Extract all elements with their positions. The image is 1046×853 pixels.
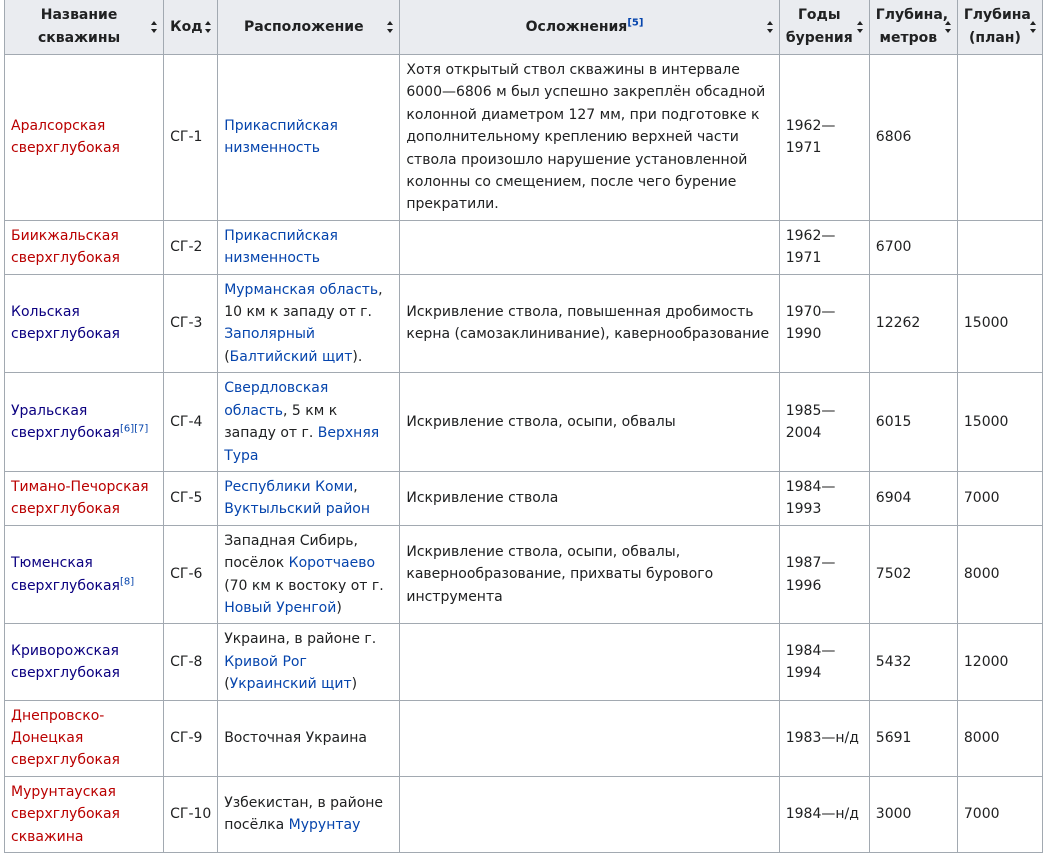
cell-complications: Искривление ствола, осыпи, обвалы, кавернообразование, прихваты бурового инструмента: [400, 525, 779, 624]
location-link[interactable]: Мурунтау: [288, 817, 361, 834]
location-text: (: [224, 348, 230, 365]
cell-depth: 7502: [869, 525, 957, 624]
table-row: [5, 55, 1043, 221]
sort-icon[interactable]: [387, 21, 394, 33]
well-name-link[interactable]: Тимано-Печорская сверхглубокая: [11, 478, 149, 518]
cell-name: [5, 471, 164, 525]
location-link[interactable]: Свердловская область: [224, 380, 329, 419]
cell-depth-plan: 7000: [957, 471, 1042, 525]
sort-icon[interactable]: [857, 21, 864, 33]
well-name-link[interactable]: Мурунтауская сверхглубокая скважина: [11, 783, 120, 845]
table-row: [5, 700, 1043, 776]
location-text: Узбекистан, в районе посёлка: [224, 794, 384, 834]
header-name-label: Название скважины: [37, 7, 121, 46]
cell-years: 1984—1994: [779, 624, 869, 700]
cell-depth: 5691: [869, 700, 957, 776]
cell-name: [5, 274, 164, 373]
header-name[interactable]: [5, 0, 164, 55]
cell-location: [218, 700, 400, 776]
cell-code: СГ-3: [164, 274, 218, 373]
cell-code: СГ-4: [164, 373, 218, 472]
cell-depth: 12262: [869, 274, 957, 373]
header-complications-label: Осложнения: [525, 18, 628, 35]
table-row: [5, 525, 1043, 624]
cell-location: [218, 220, 400, 274]
table-row: [5, 220, 1043, 274]
sort-icon[interactable]: [1030, 21, 1037, 33]
header-location-label: Расположение: [243, 18, 364, 35]
header-row: [5, 0, 1043, 55]
location-text: ,: [353, 478, 358, 495]
cell-name: [5, 220, 164, 274]
cell-depth: 5432: [869, 624, 957, 700]
well-name-link[interactable]: Кольская сверхглубокая: [11, 304, 120, 343]
well-name-link[interactable]: Днепровско-Донецкая сверхглубокая: [11, 707, 120, 769]
header-complications[interactable]: [400, 0, 779, 55]
cell-complications: [400, 776, 779, 852]
location-link[interactable]: Балтийский щит: [229, 348, 353, 365]
table-row: [5, 274, 1043, 373]
cell-location: [218, 471, 400, 525]
cell-complications: Искривление ствола, осыпи, обвалы: [400, 373, 779, 472]
cell-code: СГ-2: [164, 220, 218, 274]
location-link[interactable]: Республики Коми: [224, 478, 354, 495]
cell-location: [218, 624, 400, 700]
cell-years: 1984—н/д: [779, 776, 869, 852]
header-depth-plan-label: Глубина (план): [963, 7, 1031, 46]
cell-depth-plan: [957, 220, 1042, 274]
cell-years: 1962—1971: [779, 220, 869, 274]
location-link[interactable]: Кривой Рог: [224, 653, 307, 670]
cell-depth: 3000: [869, 776, 957, 852]
well-name-link[interactable]: Аралсорская сверхглубокая: [11, 118, 120, 157]
location-link[interactable]: Украинский щит: [229, 676, 352, 693]
cell-years: 1985—2004: [779, 373, 869, 472]
cell-years: 1983—н/д: [779, 700, 869, 776]
cell-depth: 6806: [869, 55, 957, 221]
location-text: , 5 км к западу от г.: [224, 402, 338, 442]
cell-complications: [400, 700, 779, 776]
cell-code: СГ-1: [164, 55, 218, 221]
header-depth-plan[interactable]: [957, 0, 1042, 55]
location-text: ): [351, 676, 358, 693]
location-text: Украина, в районе г.: [224, 631, 377, 648]
header-code-label: Код: [170, 18, 203, 35]
cell-years: 1970—1990: [779, 274, 869, 373]
cell-code: СГ-10: [164, 776, 218, 852]
location-link[interactable]: Прикаспийская низменность: [224, 227, 338, 267]
cell-location: [218, 776, 400, 852]
cell-depth-plan: 8000: [957, 525, 1042, 624]
location-link[interactable]: Прикаспийская низменность: [224, 118, 338, 157]
location-text: (70 км к востоку от г.: [224, 577, 384, 594]
cell-complications: Искривление ствола: [400, 471, 779, 525]
location-text: , 10 км к западу от г.: [224, 281, 383, 321]
location-text: ): [336, 599, 342, 616]
cell-location: [218, 525, 400, 624]
header-depth-label: Глубина, метров: [875, 7, 949, 46]
cell-location: [218, 55, 400, 221]
well-name-link[interactable]: Криворожская сверхглубокая: [11, 642, 120, 681]
cell-complications: Искривление ствола, повышенная дробимость керна (самозаклинивание), кавернообразование: [400, 274, 779, 373]
cell-depth-plan: 15000: [957, 373, 1042, 472]
cell-code: СГ-9: [164, 700, 218, 776]
header-years[interactable]: [779, 0, 869, 55]
location-text: Западная Сибирь, посёлок: [224, 532, 358, 572]
cell-name: [5, 624, 164, 700]
header-location[interactable]: [218, 0, 400, 55]
reference-link[interactable]: [8]: [119, 575, 135, 587]
table-row: [5, 373, 1043, 472]
location-text: ).: [352, 348, 363, 365]
cell-code: СГ-6: [164, 525, 218, 624]
header-code[interactable]: [164, 0, 218, 55]
cell-depth: 6700: [869, 220, 957, 274]
location-link[interactable]: Новый Уренгой: [224, 599, 337, 616]
cell-depth: 6015: [869, 373, 957, 472]
well-name-link[interactable]: Биикжальская сверхглубокая: [11, 227, 120, 267]
cell-name: [5, 776, 164, 852]
cell-name: [5, 700, 164, 776]
cell-depth: 6904: [869, 471, 957, 525]
header-years-label: Годы бурения: [785, 7, 853, 46]
sort-icon[interactable]: [767, 21, 774, 33]
cell-depth-plan: 8000: [957, 700, 1042, 776]
sort-icon[interactable]: [151, 21, 158, 33]
cell-depth-plan: 7000: [957, 776, 1042, 852]
cell-code: СГ-5: [164, 471, 218, 525]
well-name-link[interactable]: Тюменская сверхглубокая: [11, 555, 120, 594]
cell-location: [218, 373, 400, 472]
table-row: [5, 776, 1043, 852]
location-link[interactable]: Верхняя Тура: [224, 425, 380, 464]
table-row: [5, 471, 1043, 525]
cell-depth-plan: 15000: [957, 274, 1042, 373]
cell-name: [5, 55, 164, 221]
cell-code: СГ-8: [164, 624, 218, 700]
reference-link[interactable]: [5]: [627, 16, 644, 28]
sort-icon[interactable]: [945, 21, 952, 33]
location-link[interactable]: Вуктыльский район: [224, 501, 371, 518]
wells-table: [4, 0, 1043, 853]
cell-complications: Хотя открытый ствол скважины в интервале 6000—6806 м был успешно закреплён обсадной колонной диаметром 127 мм, при подготовке к дополнительному креплению верхней части ствола произошло нарушение установленной колонны со смещением, после чего бурение прекратили.: [400, 55, 779, 221]
cell-years: 1984—1993: [779, 471, 869, 525]
header-depth[interactable]: [869, 0, 957, 55]
cell-complications: [400, 220, 779, 274]
location-text: Восточная Украина: [224, 729, 367, 746]
location-text: (: [224, 676, 230, 693]
cell-depth-plan: 12000: [957, 624, 1042, 700]
cell-name: [5, 525, 164, 624]
cell-name: [5, 373, 164, 472]
cell-complications: [400, 624, 779, 700]
cell-location: [218, 274, 400, 373]
table-row: [5, 624, 1043, 700]
well-name-link[interactable]: Уральская сверхглубокая: [11, 402, 120, 442]
cell-depth-plan: [957, 55, 1042, 221]
location-link[interactable]: Коротчаево: [288, 555, 376, 572]
location-link[interactable]: Мурманская область: [224, 281, 379, 298]
cell-years: 1987—1996: [779, 525, 869, 624]
cell-years: 1962—1971: [779, 55, 869, 221]
sort-icon[interactable]: [205, 21, 212, 33]
reference-link[interactable]: [6][7]: [119, 423, 149, 435]
location-link[interactable]: Заполярный: [224, 326, 316, 343]
